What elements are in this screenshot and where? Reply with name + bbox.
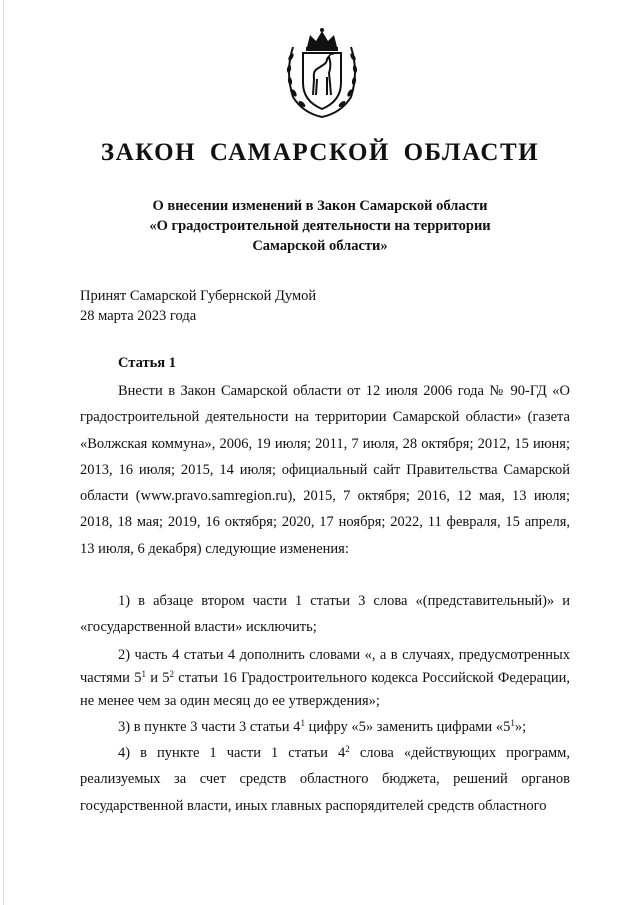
superscript: 2 [345,744,350,754]
superscript: 1 [141,669,146,679]
superscript: 2 [169,669,175,679]
law-subtitle [0,196,640,256]
amendment-item-2 [80,644,570,713]
subtitle-line: «О градостроительной деятельности на территории [149,218,491,234]
adoption-body: Принят Самарской Губернской Думой [80,288,317,304]
item-text: 3) в пункте 3 части 3 статьи 4 [118,719,301,735]
item-text: статьи 16 Градостроительного кодекса Российской Федерации, не менее чем за один месяц до ее утверждения»; [80,670,570,709]
item-text: и 5 [145,670,170,686]
item-text: 4) в пункте 1 части 1 статьи 4 [118,745,346,761]
superscript: 1 [300,718,305,728]
amendment-item-1: 1) в абзаце втором части 1 статьи 3 слова «(представительный)» и «государственной власти» исключить; [80,593,570,636]
article-heading: Статья 1 [118,355,176,371]
law-title: ЗАКОН САМАРСКОЙ ОБЛАСТИ [100,139,540,166]
item-text: 2) часть 4 статьи 4 дополнить словами «, а в случаях, предусмотренных частями 5 [80,647,570,686]
subtitle-line: Самарской области» [252,238,388,254]
article-intro-paragraph: Внести в Закон Самарской области от 12 июля 2006 года № 90-ГД «О градостроительной деятельности на территории Самарской области» (газета «Волжская коммуна», 2006, 19 июля; 2011, 7 июля, 28 октября; 2012, 15 июня; 2013, 16 июля; 2015, 14 июля; официальный сайт Правительства Самарской области (www.pravo.samregion.ru), 2015, 7 октября; 2016, 12 мая, 13 июля; 2018, 18 мая; 2019, 16 октября; 2020, 17 ноября; 2022, 11 февраля, 15 апреля, 13 июля, 6 декабря) следующие изменения: [80,383,570,557]
adoption-date: 28 марта 2023 года [80,308,197,324]
item-text: цифру «5» заменить цифрами «5 [304,719,511,735]
item-text: »; [514,719,527,735]
superscript: 1 [510,718,515,728]
amendment-item-3 [80,714,570,740]
samara-coat-of-arms-icon [283,27,361,119]
subtitle-line: О внесении изменений в Закон Самарской области [152,198,488,214]
scan-edge-line [3,0,4,905]
item-text: слова «действующих программ, реализуемых за счет средств областного бюджета, решений органов государственной власти, иных главных распорядителей средств областного [80,745,570,814]
amendment-item-4 [80,740,570,819]
adoption-note [80,286,316,326]
